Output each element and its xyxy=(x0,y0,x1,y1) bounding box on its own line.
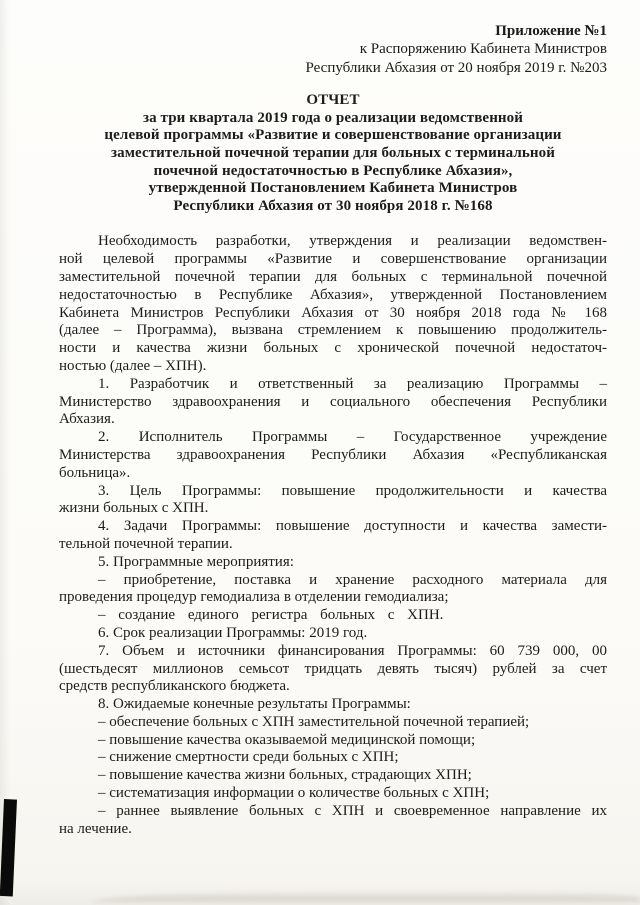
body-line-bullet: – повышение качества жизни больных, страдающих ХПН; xyxy=(98,767,472,784)
appendix-reference-line2: Республики Абхазия от 20 ноября 2019 г. №203 xyxy=(305,59,607,76)
title-line: утвержденной Постановлением Кабинета Министров xyxy=(148,180,518,197)
body-line-item-3: 3. Цель Программы: повышение продолжительности и качества xyxy=(98,482,607,499)
body-line: тельной почечной терапии. xyxy=(59,535,233,552)
body-line-item-2: 2. Исполнитель Программы – Государственное учреждение xyxy=(98,429,607,446)
body-line: Необходимость разработки, утверждения и реализации ведомствен- xyxy=(98,233,607,250)
body-line: ности и качества жизни больных с хронической почечной недостаточ- xyxy=(59,340,607,357)
body-line: ной целевой программы «Развитие и совершенствование организации xyxy=(59,251,607,268)
body-line: средств республиканского бюджета. xyxy=(59,678,290,695)
title-word-report: ОТЧЕТ xyxy=(306,92,360,109)
scan-artifact-bottom-smudge xyxy=(90,891,640,903)
body-line: жизни больных с ХПН. xyxy=(59,500,209,517)
body-line: (далее – Программа), вызвана стремлением к повышению продолжитель- xyxy=(59,322,607,339)
title-line: заместительной почечной терапии для больных с терминальной xyxy=(110,145,556,161)
body-line: Министерство здравоохранения и социального обеспечения Республики xyxy=(59,393,607,410)
body-line-bullet: – повышение качества оказываемой медицинской помощи; xyxy=(98,731,476,748)
body-line-bullet: – снижение смертности среди больных с ХПН; xyxy=(98,749,399,766)
appendix-number: Приложение №1 xyxy=(495,23,607,39)
appendix-reference-line1: к Распоряжению Кабинета Министров xyxy=(359,41,607,58)
body-line: Абхазия. xyxy=(59,411,115,428)
title-line: за три квартала 2019 года о реализации ведомственной xyxy=(142,109,524,126)
document-body xyxy=(59,233,607,838)
body-line: проведения процедур гемодиализа в отделении гемодиализа; xyxy=(59,589,449,606)
body-line-item-5: 5. Программные мероприятия: xyxy=(98,553,294,570)
title-line: целевой программы «Развитие и совершенствование организации xyxy=(104,127,562,144)
body-line: Кабинета Министров Республики Абхазия от 30 ноября 2018 года № 168 xyxy=(59,304,607,321)
body-line: на лечение. xyxy=(59,820,132,837)
title-line: почечной недостаточностью в Республике Абхазия», xyxy=(153,162,513,179)
body-line: недостаточностью в Республике Абхазия», утвержденной Постановлением xyxy=(59,286,607,303)
body-line-bullet: – приобретение, поставка и хранение расходного материала для xyxy=(98,571,607,588)
body-line-item-8: 8. Ожидаемые конечные результаты Программы: xyxy=(98,696,411,713)
body-line: Министерства здравоохранения Республики Абхазия «Республиканская xyxy=(59,446,607,463)
body-line: больница». xyxy=(59,464,131,481)
body-line: ностью (далее – ХПН). xyxy=(59,357,207,374)
body-line-item-1: 1. Разработчик и ответственный за реализацию Программы – xyxy=(98,375,607,392)
body-line-item-6: 6. Срок реализации Программы: 2019 год. xyxy=(98,624,368,641)
body-line-bullet: – обеспечение больных с ХПН заместительной почечной терапией; xyxy=(98,713,530,730)
body-line-bullet: – систематизация информации о количестве больных с ХПН; xyxy=(98,785,490,802)
document-title xyxy=(59,92,607,215)
scan-artifact-black-bar xyxy=(0,799,17,896)
body-line-item-7: 7. Объем и источники финансирования Программы: 60 739 000, 00 xyxy=(98,642,607,659)
body-line: заместительной почечной терапии для больных с терминальной почечной xyxy=(59,268,607,285)
body-line-bullet: – создание единого регистра больных с ХПН. xyxy=(98,607,444,624)
scan-left-edge-shade xyxy=(0,0,10,905)
body-line: (шестьдесят миллионов семьсот тридцать девять тысяч) рублей за счет xyxy=(59,660,607,677)
appendix-header xyxy=(59,22,607,77)
title-line: Республики Абхазия от 30 ноября 2018 г. №168 xyxy=(173,197,493,214)
body-line-item-4: 4. Задачи Программы: повышение доступности и качества замести- xyxy=(98,518,607,535)
body-line-bullet: – раннее выявление больных с ХПН и своевременное направление их xyxy=(98,802,607,819)
